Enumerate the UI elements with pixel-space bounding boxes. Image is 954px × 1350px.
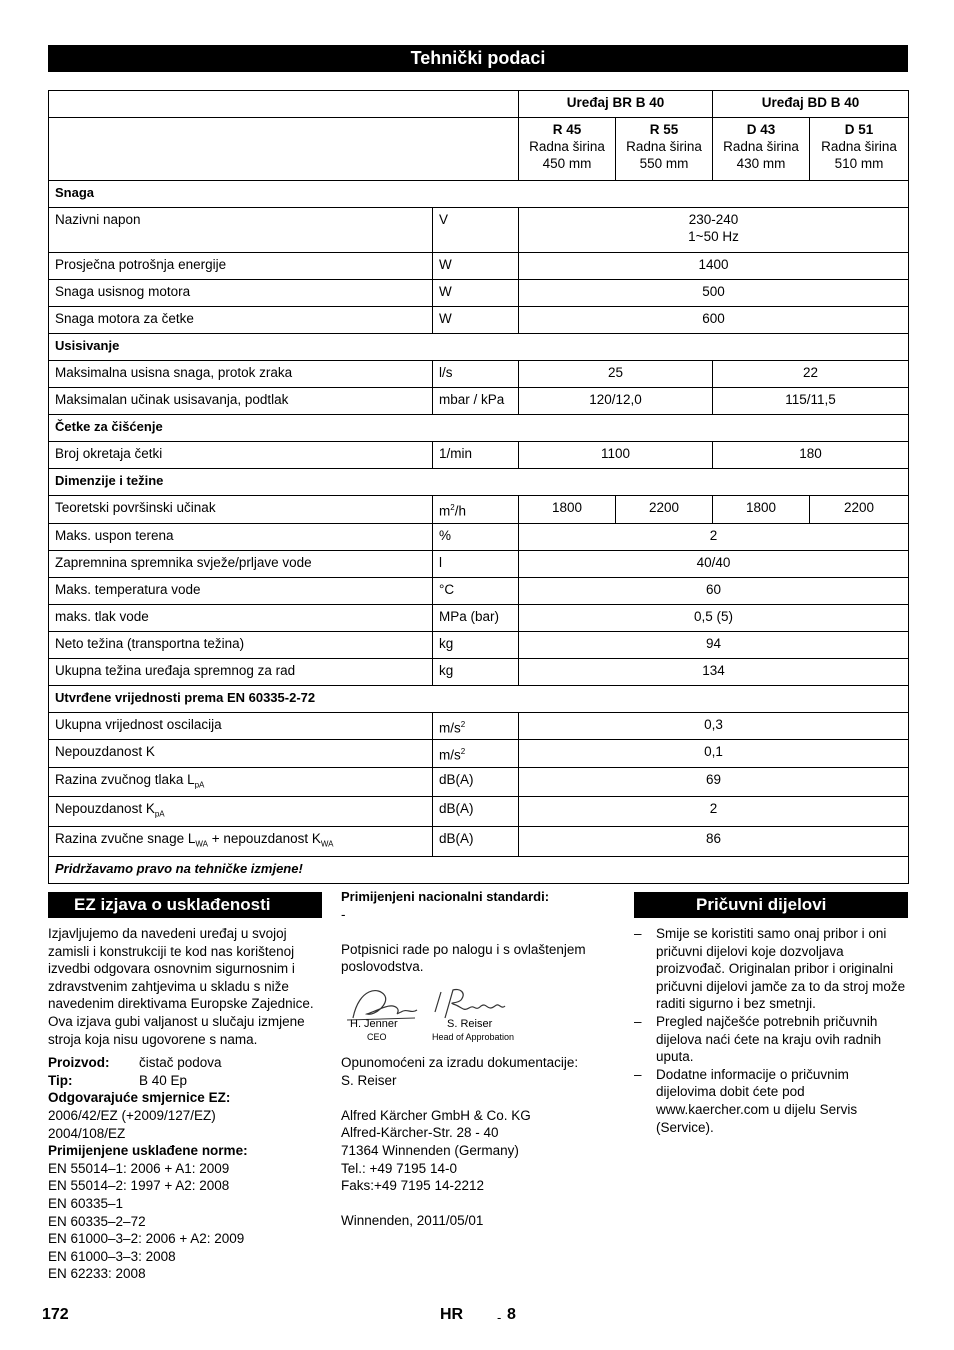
list-item: – Smije se koristiti samo onaj pribor i oni pričuvni dijelovi koje dozvoljava proizvođač. Originalan pribor i originalni pričuvni dijelovi jamče za to da stroj može raditi sigurno i bez smetnji. [634, 925, 908, 1013]
middle-column: Primijenjeni nacionalni standardi: - Potpisnici rade po nalogu i s ovlaštenjem poslovodstva. [341, 889, 586, 975]
table-row: Razina zvučne snage $L_{WA}$ + nepouzdanost $K_{WA}$ dB(A) 86 [49, 826, 909, 856]
table-row: Teoretski površinski učinak $m^2/h$ 1800 2200 1800 2200 [49, 496, 909, 524]
header-empty [49, 91, 519, 118]
group-bd-header: Uređaj BD B 40 [713, 91, 909, 118]
parts-column [634, 925, 908, 1136]
table-row: Maksimalan učinak usisavanja, podtlak mbar / kPa 120/12,0 115/11,5 [49, 388, 909, 415]
header-empty-2 [49, 118, 519, 181]
footer-separator: - [497, 1310, 502, 1325]
page-title-banner: Tehnički podaci [48, 45, 908, 72]
table-row: Nepouzdanost K $m/s^2$ 0,1 [49, 740, 909, 768]
table-row: Nazivni napon V 230-240 1~50 Hz [49, 208, 909, 253]
group-br-header: Uređaj BR B 40 [519, 91, 713, 118]
table-row: Neto težina (transportna težina) kg 94 [49, 631, 909, 658]
table-row: Zapremnina spremnika svježe/prljave vode l 40/40 [49, 550, 909, 577]
section-power: Snaga [49, 181, 909, 208]
parts-title: Pričuvni dijelovi [634, 892, 908, 918]
section-brushes: Četke za čišćenje [49, 415, 909, 442]
model-r45: R 45 Radna širina 450 mm [519, 118, 616, 181]
table-row: Maks. temperatura vode °C 60 [49, 577, 909, 604]
ez-intro: Izjavljujemo da navedeni uređaj u svojoj zamisli i konstrukciji te kod nas korištenoj izvedbi odgovara osnovnim sigurnosnim i zdravstvenim zahtjevima u skladu s niže navedenim direktivama Europske Zajednice. Ova izjava gubi valjanost u slučaju izmjene stroja koja nisu ugovorene s nama. [48, 926, 314, 1047]
table-row: Ukupna vrijednost oscilacija $m/s^2$ 0,3 [49, 712, 909, 740]
section-page-number: 8 [507, 1306, 516, 1323]
ez-title: EZ izjava o usklađenosti [48, 892, 322, 918]
table-row: Nepouzdanost $K_{pA}$ dB(A) 2 [49, 797, 909, 827]
table-row: Razina zvučnog tlaka $L_{pA}$ dB(A) 69 [49, 767, 909, 797]
middle-column-lower: Opunomoćeni za izradu dokumentacije: S. Reiser Alfred Kärcher GmbH & Co. KG Alfred-Kärcher-Str. 28 - 40 71364 Winnenden (Germany) Tel.: +49 7195 14-0 Faks:+49 7195 14-2212 Winnenden, 2011/05/01 [341, 1055, 579, 1229]
model-d51: D 51 Radna širina 510 mm [810, 118, 909, 181]
page-number: 172 [42, 1306, 69, 1323]
section-dimensions: Dimenzije i težine [49, 469, 909, 496]
table-row: Maks. uspon terena % 2 [49, 523, 909, 550]
table-row: Broj okretaja četki 1/min 1100 180 [49, 442, 909, 469]
ez-column: Izjavljujemo da navedeni uređaj u svojoj zamisli i konstrukciji te kod nas korištenoj izvedbi odgovara osnovnim sigurnosnim i zdravstvenim zahtjevima u skladu s niže navedenim direktivama Europske Zajednice. Ova izjava gubi valjanost u slučaju izmjene stroja koja nisu ugovorene s nama. Proizvod: čistač podova Tip: B 40 Ep Odgovarajuće smjernice EZ: 2006/42/EZ (+2009/127/EZ) 2004/108/EZ Primijenjene usklađene norme: EN 55014–1: 2006 + A1: 2009 EN 55014–2: 1997 + A2: 2008 EN 60335–1 EN 60335–2–72 EN 61000–3–2: 2006 + A2: 2009 EN 61000–3–3: 2008 EN 62233: 2008 [48, 925, 323, 1283]
table-row: Ukupna težina uređaja spremnog za rad kg 134 [49, 658, 909, 685]
footnote: Pridržavamo pravo na tehničke izmjene! [49, 856, 909, 883]
model-d43: D 43 Radna širina 430 mm [713, 118, 810, 181]
list-item: – Pregled najčešće potrebnih pričuvnih dijelova naći ćete na kraju ovih radnih uputa. [634, 1013, 908, 1066]
table-row: Maksimalna usisna snaga, protok zraka l/s 25 22 [49, 361, 909, 388]
section-values: Utvrđene vrijednosti prema EN 60335-2-72 [49, 685, 909, 712]
table-row: Snaga motora za četke W 600 [49, 307, 909, 334]
language-code: HR [440, 1306, 464, 1323]
table-row: Snaga usisnog motora W 500 [49, 280, 909, 307]
list-item: – Dodatne informacije o pričuvnim dijelovima dobit ćete pod www.kaercher.com u dijelu Servis (Service). [634, 1066, 908, 1136]
table-row: maks. tlak vode MPa (bar) 0,5 (5) [49, 604, 909, 631]
table-row: Prosječna potrošnja energije W 1400 [49, 253, 909, 280]
model-r55: R 55 Radna širina 550 mm [616, 118, 713, 181]
technical-data-table [48, 90, 909, 884]
section-suction: Usisivanje [49, 334, 909, 361]
